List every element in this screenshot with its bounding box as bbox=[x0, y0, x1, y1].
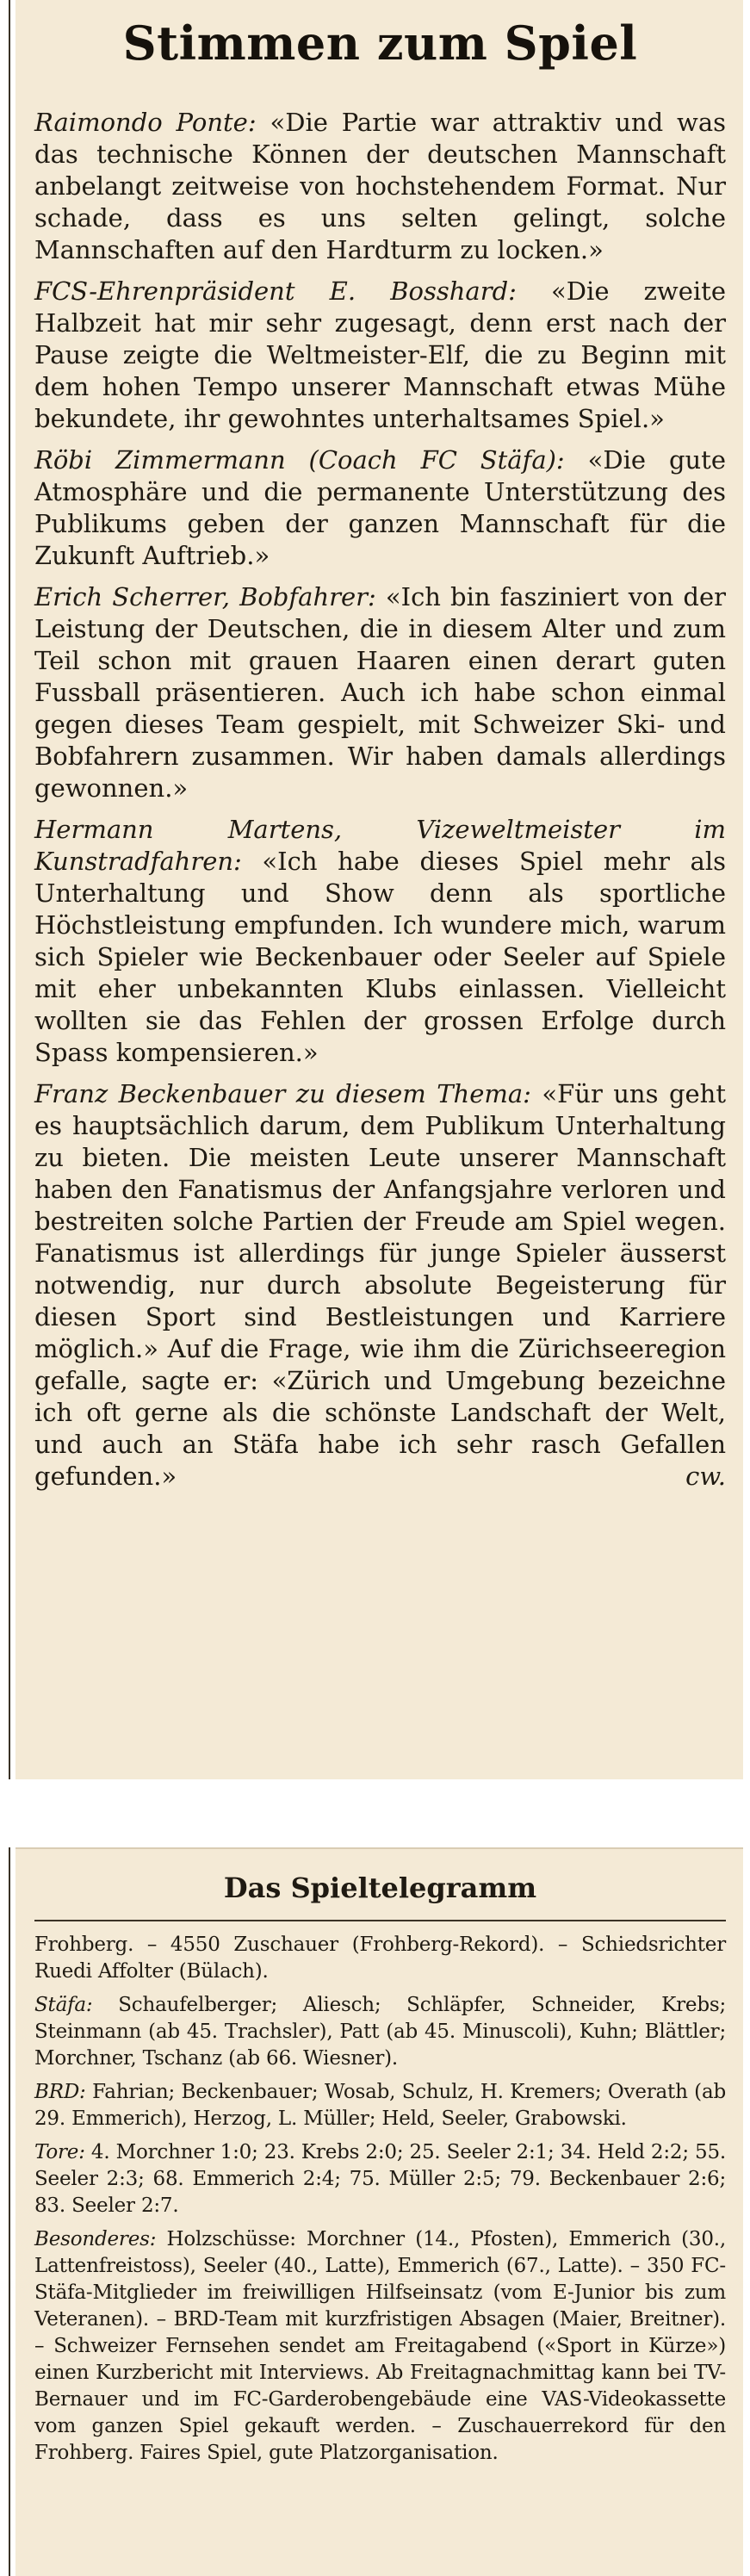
quote-paragraph bbox=[34, 444, 726, 572]
author-signature: cw. bbox=[685, 1462, 726, 1491]
quote-paragraph bbox=[34, 1078, 726, 1493]
quote-paragraph bbox=[34, 581, 726, 804]
speaker-name: Erich Scherrer, Bobfahrer: bbox=[34, 582, 376, 611]
telegram-title: Das Spieltelegramm bbox=[223, 1871, 537, 1904]
telegram-section bbox=[34, 2226, 726, 2467]
telegram-section bbox=[34, 1992, 726, 2072]
quote-text: «Die Partie war attraktiv und was das technische Können der deutschen Mannschaft anbelangt zeitweise von hochstehendem Format. Nur schade, dass es uns selten gelingt, solche Mannschaften auf den Hardturm zu locken.» bbox=[34, 108, 726, 264]
speaker-name: FCS-Ehrenpräsident E. Bosshard: bbox=[34, 276, 517, 306]
section-label: Tore: bbox=[34, 2141, 85, 2163]
quote-paragraph bbox=[34, 276, 726, 435]
speaker-name: Hermann Martens, Vizeweltmeister im Kunstradfahren: bbox=[34, 815, 726, 876]
quote-text: «Ich bin fasziniert von der Leistung der Deutschen, die in diesem Alter und zum Teil schon mit grauen Haaren einen derart guten Fussball präsentieren. Auch ich habe schon einmal gegen dieses Team gespielt, mit Schweizer Ski- und Bobfahrern zusammen. Wir haben damals allerdings gewonnen.» bbox=[34, 582, 726, 803]
section-label: BRD: bbox=[34, 2081, 86, 2103]
telegram-section bbox=[34, 2139, 726, 2219]
quote-paragraph bbox=[34, 814, 726, 1069]
quote-text: «Die zweite Halbzeit hat mir sehr zugesagt, denn erst nach der Pause zeigte die Weltmeister-Elf, die zu Beginn mit dem hohen Tempo unserer Mannschaft etwas Mühe bekundete, ihr gewohntes unterhaltsames Spiel.» bbox=[34, 276, 726, 433]
quote-paragraph bbox=[34, 107, 726, 266]
quote-text: «Die gute Atmosphäre und die permanente Unterstützung des Publikums geben der ganzen Mannschaft für die Zukunft Auftrieb.» bbox=[34, 445, 726, 570]
quote-text: «Ich habe dieses Spiel mehr als Unterhaltung und Show denn als sportliche Höchstleistung empfunden. Ich wundere mich, warum sich Spieler wie Beckenbauer oder Seeler auf Spiele mit eher unbekannten Klubs einlassen. Vielleicht wollten sie das Fehlen der grossen Erfolge durch Spass kompensieren.» bbox=[34, 847, 726, 1067]
quote-text: «Für uns geht es hauptsächlich darum, dem Publikum Unterhaltung zu bieten. Die meisten Leute unserer Mannschaft haben den Fanatismus der Anfangsjahre verloren und bestreiten solche Partien der Freude am Spiel wegen. Fanatismus ist allerdings für junge Spieler äusserst notwendig, nur durch absolute Begeisterung für diesen Sport sind Bestleistungen und Karriere möglich.» Auf die Frage, wie ihm die Zürichseeregion gefalle, sagte er: «Zürich und Umgebung bezeichne ich oft gerne als die schönste Landschaft der Welt, und auch an Stäfa habe ich sehr rasch Gefallen gefunden.» bbox=[34, 1079, 726, 1491]
speaker-name: Franz Beckenbauer zu diesem Thema: bbox=[34, 1079, 531, 1108]
speaker-name: Raimondo Ponte: bbox=[34, 108, 257, 137]
telegram-clipping bbox=[15, 1847, 743, 2576]
clipping-edge-rule bbox=[9, 1847, 10, 2576]
section-text: Fahrian; Beckenbauer; Wosab, Schulz, H. Kremers; Overath (ab 29. Emmerich), Herzog, L. Müller; Held, Seeler, Grabowski. bbox=[34, 2081, 726, 2130]
article-clipping bbox=[15, 0, 743, 1779]
headline: Stimmen zum Spiel bbox=[122, 16, 638, 71]
telegram-intro: Frohberg. – 4550 Zuschauer (Frohberg-Rekord). – Schiedsrichter Ruedi Affolter (Bülach). bbox=[34, 1934, 726, 1983]
section-text: 4. Morchner 1:0; 23. Krebs 2:0; 25. Seeler 2:1; 34. Held 2:2; 55. Seeler 2:3; 68. Emmerich 2:4; 75. Müller 2:5; 79. Beckenbauer 2:6; 83. Seeler 2:7. bbox=[34, 2141, 726, 2217]
title-divider bbox=[34, 1920, 726, 1921]
section-label: Besonderes: bbox=[34, 2228, 157, 2250]
section-text: Holzschüsse: Morchner (14., Pfosten), Emmerich (30., Lattenfreistoss), Seeler (40., Latte), Emmerich (67., Latte). – 350 FC-Stäfa-Mitglieder im freiwilligen Hilfseinsatz (vom E-Junior bis zum Veteranen). – BRD-Team mit kurzfristigen Absagen (Maier, Breitner). – Schweizer Fernsehen sendet am Freitagabend («Sport in Kürze») einen Kurzbericht mit Interviews. Ab Freitagnachmittag kann bei TV-Bernauer und im FC-Garderobengebäude eine VAS-Videokassette vom ganzen Spiel gekauft werden. – Zuschauerrekord für den Frohberg. Faires Spiel, gute Platzorganisation. bbox=[34, 2228, 726, 2464]
telegram-section bbox=[34, 2079, 726, 2132]
clipping-edge-rule bbox=[9, 0, 10, 1779]
speaker-name: Röbi Zimmermann (Coach FC Stäfa): bbox=[34, 445, 565, 475]
section-label: Stäfa: bbox=[34, 1994, 93, 2016]
section-text: Schaufelberger; Aliesch; Schläpfer, Schneider, Krebs; Steinmann (ab 45. Trachsler), Patt (ab 45. Minuscoli), Kuhn; Blättler; Morchner, Tschanz (ab 66. Wiesner). bbox=[34, 1994, 726, 2070]
